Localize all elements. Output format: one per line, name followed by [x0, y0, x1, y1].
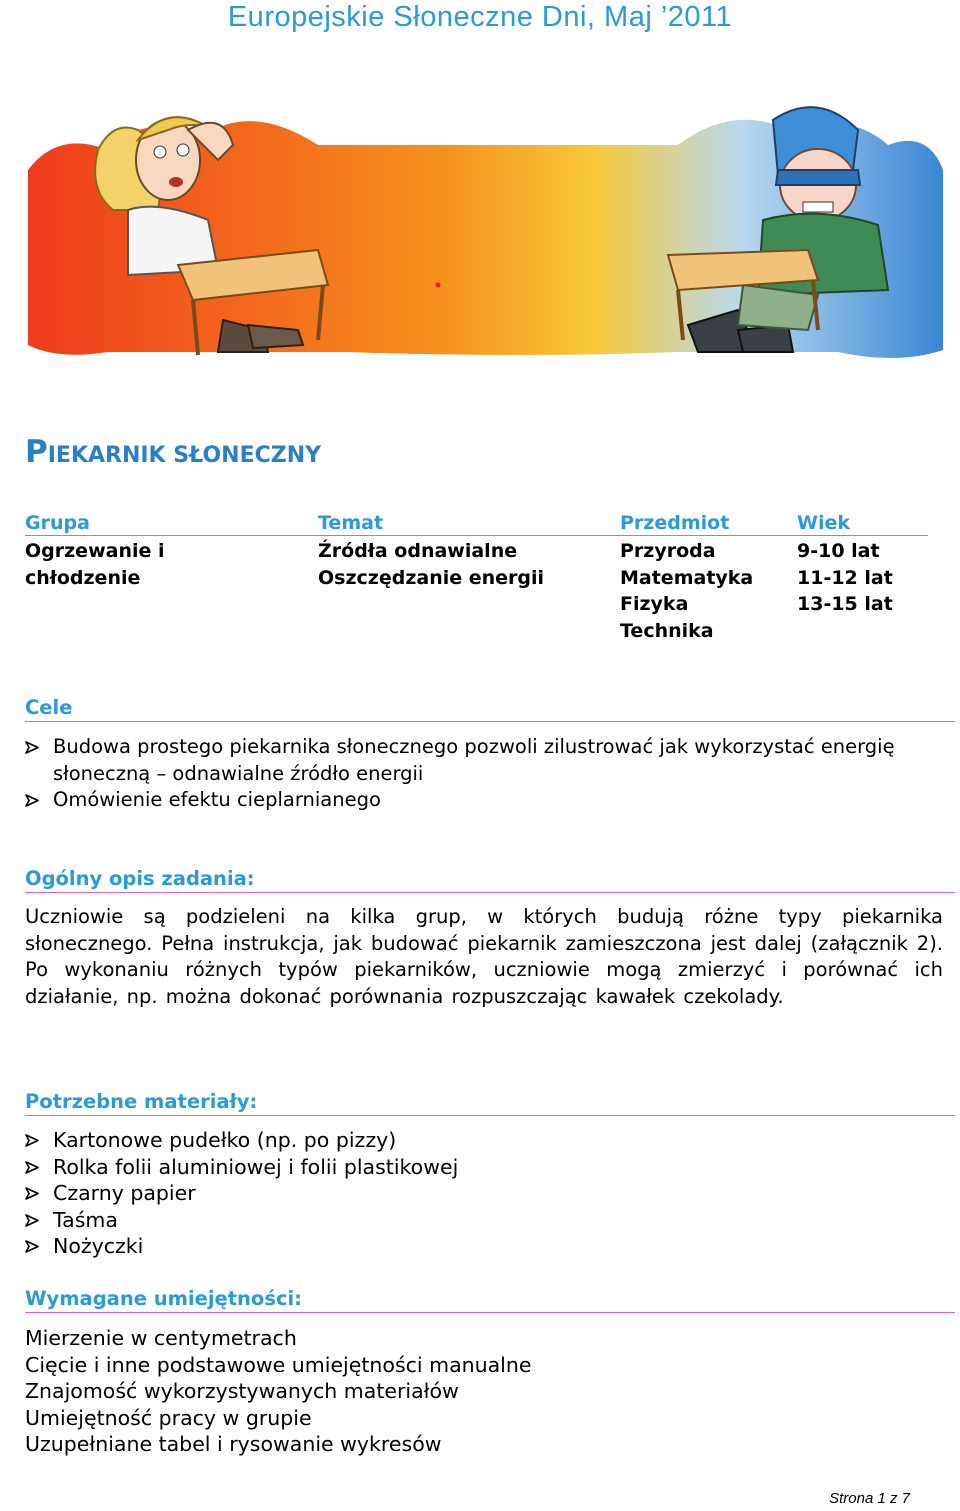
material-text: Kartonowe pudełko (np. po pizzy)	[53, 1128, 397, 1152]
info-value: Przyroda	[620, 540, 716, 562]
list-item: Umiejętność pracy w grupie	[25, 1405, 312, 1430]
arrow-bullet-icon	[25, 794, 39, 807]
materials-list	[25, 1127, 955, 1260]
skills-heading: Wymagane umiejętności:	[25, 1286, 955, 1313]
list-item	[25, 1207, 955, 1234]
info-heading-topic: Temat	[318, 512, 384, 534]
material-text: Czarny papier	[53, 1181, 196, 1205]
info-column-topic	[318, 538, 544, 591]
info-column-subject	[620, 538, 753, 644]
info-value: Matematyka	[620, 566, 754, 589]
arrow-bullet-icon	[25, 1240, 39, 1253]
info-heading-group: Grupa	[25, 512, 90, 534]
skills-list	[25, 1325, 531, 1458]
list-item	[25, 734, 955, 787]
list-item: Znajomość wykorzystywanych materiałów	[25, 1379, 459, 1403]
material-text: Rolka folii aluminiowej i folii plastikowej	[53, 1154, 459, 1179]
page-number: Strona 1 z 7	[829, 1490, 910, 1507]
list-item	[25, 1233, 955, 1260]
arrow-bullet-icon	[25, 741, 39, 754]
info-column-age	[797, 538, 893, 618]
hot-cold-illustration	[18, 90, 948, 380]
info-value: Fizyka	[620, 593, 689, 615]
page-title-rest: IEKARNIK SŁONECZNY	[47, 443, 322, 468]
material-text: Taśma	[53, 1207, 118, 1232]
page-title-first-letter: P	[25, 434, 48, 470]
page-title	[25, 432, 321, 476]
list-item: Mierzenie w centymetrach	[25, 1326, 297, 1350]
materials-heading: Potrzebne materiały:	[25, 1089, 955, 1116]
goal-text: Budowa prostego piekarnika słonecznego pozwoli zilustrować jak wykorzystać energię słoneczną – odnawialne źródło energii	[53, 735, 895, 785]
info-grid	[25, 510, 928, 642]
description-paragraph: Uczniowie są podzieleni na kilka grup, w których budują różne typy piekarnika słonecznego. Pełna instrukcja, jak budować piekarnik zamieszczona jest dalej (załącznik 2). Po wykonaniu różnych typów piekarników, uczniowie mogą zmierzyć i porównać ich działanie, np. można dokonać porównania rozpuszczając kawałek czekolady.	[25, 905, 943, 1008]
info-header-row	[25, 510, 928, 536]
info-value: 11-12 lat	[797, 566, 893, 589]
info-heading-subject: Przedmiot	[620, 512, 730, 534]
info-value: 13-15 lat	[797, 593, 893, 615]
list-item: Cięcie i inne podstawowe umiejętności manualne	[25, 1352, 532, 1377]
info-value: Oszczędzanie energii	[318, 566, 545, 589]
info-value: 9-10 lat	[797, 540, 880, 562]
material-text: Nożyczki	[53, 1234, 144, 1258]
list-item: Uzupełniane tabel i rysowanie wykresów	[25, 1432, 442, 1456]
list-item	[25, 1127, 955, 1154]
list-item	[25, 1154, 955, 1181]
info-value: Źródła odnawialne	[318, 540, 518, 562]
goals-list	[25, 734, 955, 814]
info-value: Ogrzewanie i	[25, 540, 165, 562]
arrow-bullet-icon	[25, 1161, 39, 1174]
arrow-bullet-icon	[25, 1214, 39, 1227]
arrow-bullet-icon	[25, 1134, 39, 1147]
goals-heading: Cele	[25, 695, 955, 722]
goal-text: Omówienie efektu cieplarnianego	[53, 788, 381, 811]
info-heading-age: Wiek	[797, 512, 850, 534]
info-column-group	[25, 538, 165, 591]
document-title: Europejskie Słoneczne Dni, Maj ’2011	[227, 1, 733, 33]
list-item	[25, 1180, 955, 1207]
list-item	[25, 787, 955, 814]
arrow-bullet-icon	[25, 1187, 39, 1200]
info-value: chłodzenie	[25, 566, 141, 589]
info-value: Technika	[620, 619, 714, 642]
description-heading: Ogólny opis zadania:	[25, 866, 955, 893]
